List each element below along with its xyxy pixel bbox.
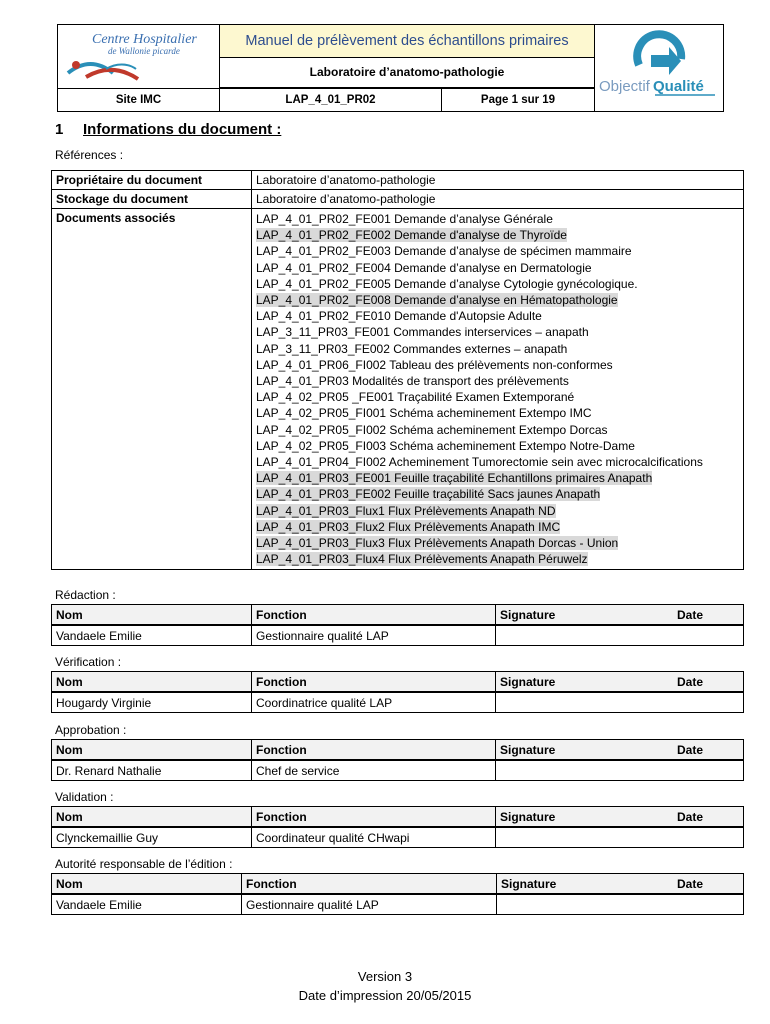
doc-text: LAP_4_01_PR03_Flux1 Flux Prélèvements Anapath ND xyxy=(256,503,556,518)
col-fonction: Fonction xyxy=(252,605,496,626)
doc-text: LAP_4_01_PR03_FE001 Feuille traçabilité Echantillons primaires Anapath xyxy=(256,471,653,486)
list-item xyxy=(256,227,739,243)
doc-text: LAP_4_01_PR03_FE002 Feuille traçabilité Sacs jaunes Anapath xyxy=(256,487,601,502)
table-row xyxy=(52,894,744,915)
col-date: Date xyxy=(676,607,703,622)
owner-value: Laboratoire d’anatomo-pathologie xyxy=(252,171,744,190)
col-signature: Signature xyxy=(501,876,557,891)
fonction-cell: Coordinateur qualité CHwapi xyxy=(252,827,496,848)
logo-text-qualite: Qualité xyxy=(653,78,704,95)
doc-text: LAP_4_01_PR02_FE005 Demande d’analyse Cytologie gynécologique. xyxy=(256,276,638,291)
col-date: Date xyxy=(676,809,703,824)
list-item xyxy=(256,405,739,421)
nom-cell: Hougardy Virginie xyxy=(52,692,252,713)
doc-text: LAP_4_02_PR05_FI001 Schéma acheminement Extempo IMC xyxy=(256,406,592,421)
col-signature-date xyxy=(496,672,744,693)
col-fonction: Fonction xyxy=(252,740,496,761)
doc-text: LAP_3_11_PR03_FE001 Commandes interservices – anapath xyxy=(256,325,589,340)
col-fonction: Fonction xyxy=(242,874,497,895)
col-date: Date xyxy=(676,674,703,689)
col-nom: Nom xyxy=(52,672,252,693)
document-header xyxy=(57,24,724,112)
nom-cell: Clynckemaillie Guy xyxy=(52,827,252,848)
col-nom: Nom xyxy=(52,874,242,895)
redaction-label: Rédaction : xyxy=(55,588,116,602)
table-row xyxy=(52,209,744,570)
nom-cell: Vandaele Emilie xyxy=(52,625,252,646)
fonction-cell: Coordinatrice qualité LAP xyxy=(252,692,496,713)
col-date: Date xyxy=(676,876,703,891)
doc-text: LAP_4_01_PR02_FE001 Demande d’analyse Générale xyxy=(256,212,553,226)
hospital-logo xyxy=(58,25,220,88)
signature-cell xyxy=(496,692,744,713)
doc-text: LAP_4_02_PR05_FI003 Schéma acheminement Extempo Notre-Dame xyxy=(256,438,635,453)
manual-title: Manuel de prélèvement des échantillons primaires xyxy=(220,25,594,58)
list-item xyxy=(256,503,739,519)
verification-table xyxy=(51,671,744,713)
footer-print-date: Date d’impression 20/05/2015 xyxy=(298,988,472,1003)
list-item xyxy=(256,519,739,535)
col-signature-date xyxy=(496,807,744,828)
col-signature: Signature xyxy=(500,742,556,757)
list-item xyxy=(256,243,739,259)
doc-text: LAP_4_01_PR02_FE003 Demande d’analyse de spécimen mammaire xyxy=(256,244,632,259)
verification-label: Vérification : xyxy=(55,655,122,669)
list-item xyxy=(256,292,739,308)
approbation-label: Approbation : xyxy=(55,723,127,737)
storage-key: Stockage du document xyxy=(52,190,252,209)
signature-cell xyxy=(496,760,744,781)
doc-text: LAP_4_01_PR02_FE010 Demande d'Autopsie Adulte xyxy=(256,309,542,324)
table-row xyxy=(52,625,744,646)
table-header-row xyxy=(52,740,744,761)
nom-cell: Vandaele Emilie xyxy=(52,894,242,915)
list-item xyxy=(256,373,739,389)
references-label: Références : xyxy=(55,148,124,162)
associated-docs-list xyxy=(252,209,744,570)
list-item xyxy=(256,357,739,373)
table-row xyxy=(52,827,744,848)
col-signature-date xyxy=(496,605,744,626)
col-signature: Signature xyxy=(500,674,556,689)
table-header-row xyxy=(52,807,744,828)
doc-text: LAP_4_02_PR05 _FE001 Traçabilité Examen Extemporané xyxy=(256,390,575,405)
approbation-table xyxy=(51,739,744,781)
storage-value: Laboratoire d’anatomo-pathologie xyxy=(252,190,744,209)
document-code: LAP_4_01_PR02 xyxy=(220,89,442,112)
section-heading xyxy=(55,121,281,138)
col-fonction: Fonction xyxy=(252,807,496,828)
list-item xyxy=(256,276,739,292)
associated-docs-key: Documents associés xyxy=(52,209,252,570)
doc-text: LAP_4_01_PR03_Flux3 Flux Prélèvements Anapath Dorcas - Union xyxy=(256,536,619,551)
col-signature-date xyxy=(496,740,744,761)
table-header-row xyxy=(52,605,744,626)
doc-text: LAP_4_01_PR02_FE004 Demande d’analyse en Dermatologie xyxy=(256,260,592,275)
validation-label: Validation : xyxy=(55,790,114,804)
nom-cell: Dr. Renard Nathalie xyxy=(52,760,252,781)
lab-name: Laboratoire d’anatomo-pathologie xyxy=(220,58,594,88)
page-number: Page 1 sur 19 xyxy=(480,94,556,106)
logo-text-objectif: Objectif xyxy=(599,78,650,95)
col-nom: Nom xyxy=(52,740,252,761)
validation-table xyxy=(51,806,744,848)
doc-text: LAP_4_01_PR06_FI002 Tableau des prélèvements non-conformes xyxy=(256,357,613,372)
col-fonction: Fonction xyxy=(252,672,496,693)
signature-cell xyxy=(496,625,744,646)
list-item xyxy=(256,551,739,567)
table-row xyxy=(52,171,744,190)
col-date: Date xyxy=(676,742,703,757)
site-label: Site IMC xyxy=(58,89,220,112)
doc-text: LAP_4_01_PR02_FE002 Demande d'analyse de Thyroïde xyxy=(256,228,567,243)
list-item xyxy=(256,422,739,438)
list-item xyxy=(256,260,739,276)
table-header-row xyxy=(52,672,744,693)
table-header-row xyxy=(52,874,744,895)
owner-key: Propriétaire du document xyxy=(52,171,252,190)
doc-text: LAP_4_01_PR03_Flux4 Flux Prélèvements Anapath Péruwelz xyxy=(256,552,588,567)
fonction-cell: Chef de service xyxy=(252,760,496,781)
doc-text: LAP_4_01_PR02_FE008 Demande d’analyse en Hématopathologie xyxy=(256,293,618,308)
objectif-qualite-logo xyxy=(594,25,723,111)
table-row xyxy=(52,692,744,713)
signature-cell xyxy=(496,827,744,848)
col-signature: Signature xyxy=(500,607,556,622)
doc-text: LAP_4_01_PR03_Flux2 Flux Prélèvements Anapath IMC xyxy=(256,519,561,534)
references-table xyxy=(51,170,744,570)
col-nom: Nom xyxy=(52,605,252,626)
doc-text: LAP_4_01_PR04_FI002 Acheminement Tumorectomie sein avec microcalcifications xyxy=(256,455,703,470)
list-item xyxy=(256,470,739,486)
list-item xyxy=(256,211,739,227)
section-number: 1 xyxy=(55,121,64,138)
edition-authority-label: Autorité responsable de l’édition : xyxy=(55,857,233,871)
footer-version: Version 3 xyxy=(357,969,413,984)
col-nom: Nom xyxy=(52,807,252,828)
table-row xyxy=(52,190,744,209)
list-item xyxy=(256,341,739,357)
list-item xyxy=(256,454,739,470)
fonction-cell: Gestionnaire qualité LAP xyxy=(252,625,496,646)
doc-text: LAP_4_02_PR05_FI002 Schéma acheminement Extempo Dorcas xyxy=(256,422,608,437)
list-item xyxy=(256,486,739,502)
col-signature-date xyxy=(497,874,744,895)
list-item xyxy=(256,535,739,551)
table-row xyxy=(52,760,744,781)
signature-cell xyxy=(497,894,744,915)
section-title: Informations du document : xyxy=(83,121,282,138)
doc-text: LAP_3_11_PR03_FE002 Commandes externes – anapath xyxy=(256,341,568,356)
doc-text: LAP_4_01_PR03 Modalités de transport des prélèvements xyxy=(256,374,569,389)
list-item xyxy=(256,324,739,340)
list-item xyxy=(256,389,739,405)
hospital-logo-region: de Wallonie picarde xyxy=(108,46,180,56)
edition-authority-table xyxy=(51,873,744,915)
hospital-logo-name: Centre Hospitalier xyxy=(92,32,197,47)
col-signature: Signature xyxy=(500,809,556,824)
list-item xyxy=(256,308,739,324)
fonction-cell: Gestionnaire qualité LAP xyxy=(242,894,497,915)
redaction-table xyxy=(51,604,744,646)
list-item xyxy=(256,438,739,454)
header-info-row xyxy=(58,88,594,112)
